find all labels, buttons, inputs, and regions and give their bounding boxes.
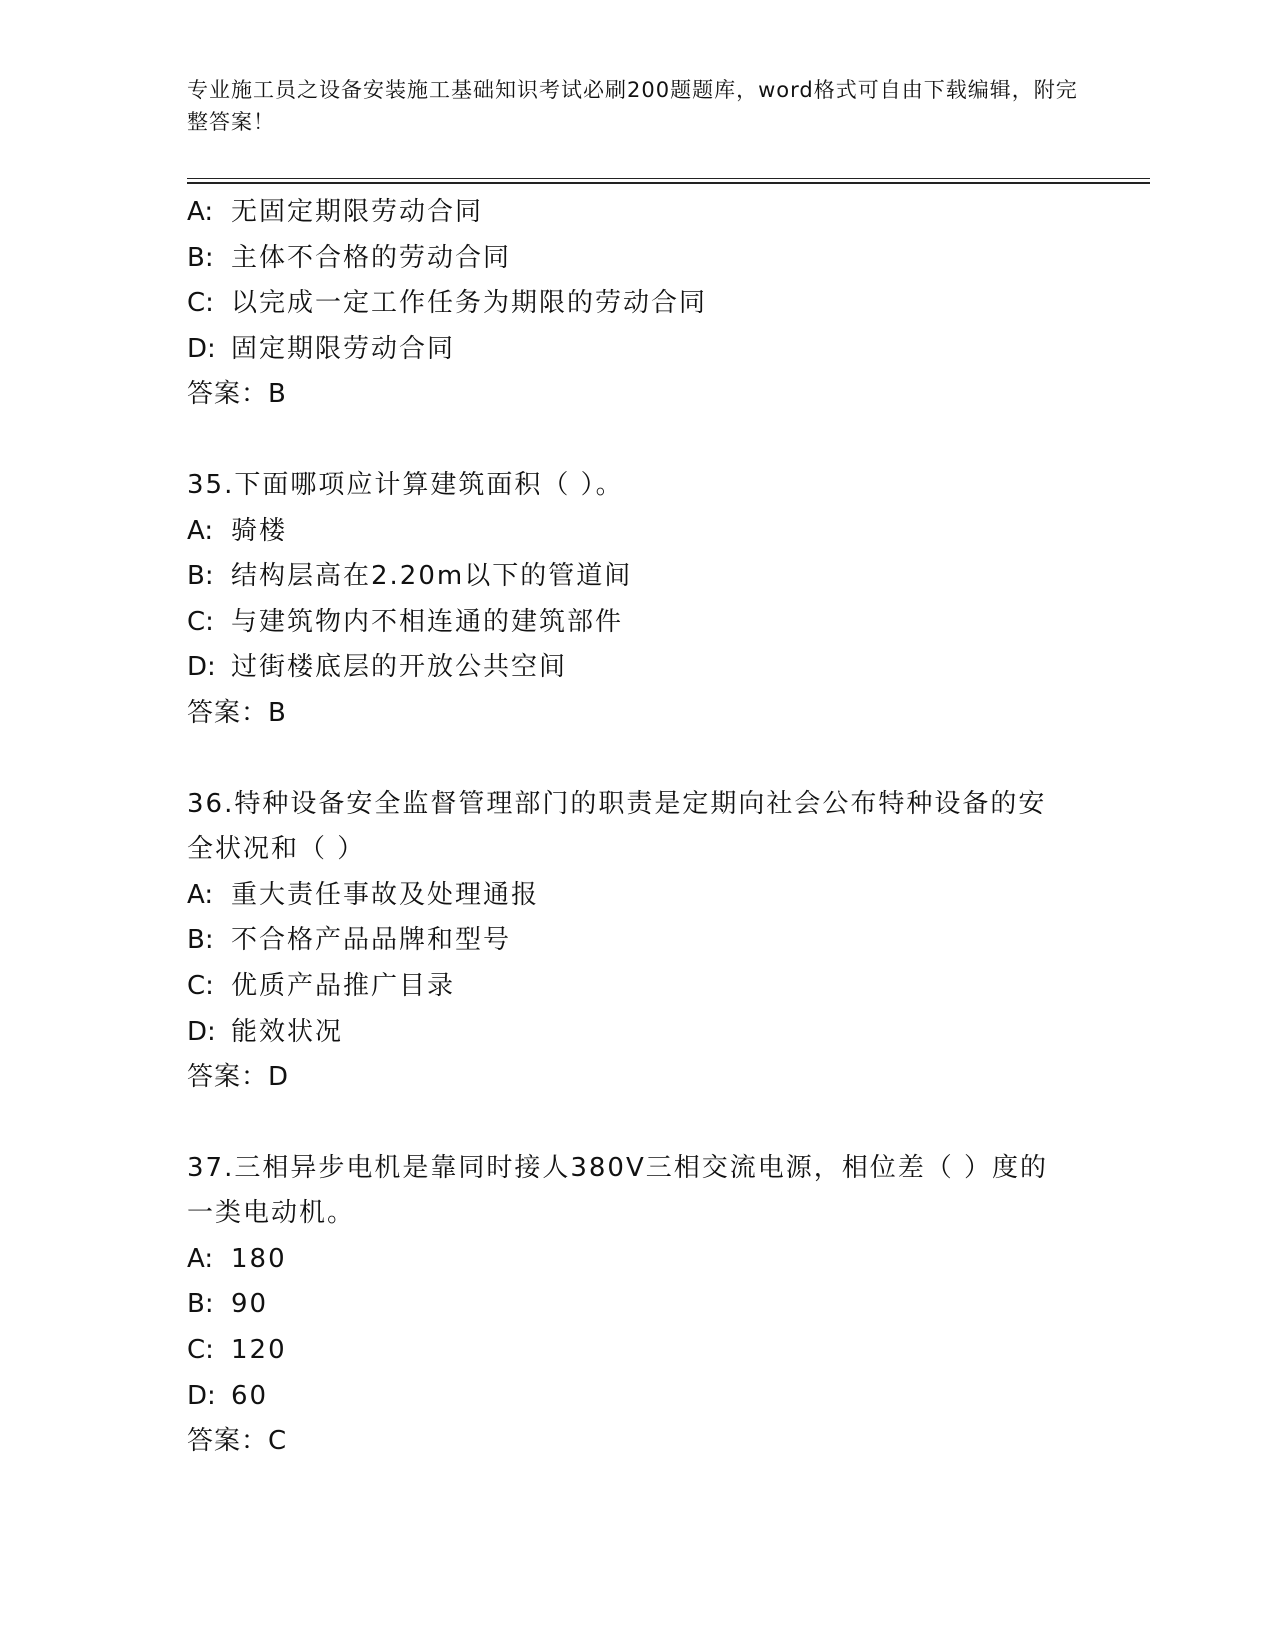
option-b bbox=[187, 1282, 1107, 1328]
option-c bbox=[187, 1328, 1107, 1374]
option-text: 骑楼 bbox=[231, 515, 288, 546]
option-text: 固定期限劳动合同 bbox=[231, 333, 456, 364]
option-d bbox=[187, 645, 1107, 691]
answer-line: 答案：C bbox=[187, 1426, 288, 1457]
question-block-37 bbox=[187, 1146, 1107, 1465]
option-letter: B: bbox=[187, 242, 214, 273]
option-letter: C: bbox=[187, 288, 214, 319]
option-text: 结构层高在2.20m以下的管道间 bbox=[231, 561, 633, 592]
option-letter: D: bbox=[187, 1016, 216, 1047]
option-letter: A: bbox=[187, 515, 214, 546]
option-letter: C: bbox=[187, 1335, 214, 1366]
option-d bbox=[187, 1010, 1107, 1056]
option-text: 无固定期限劳动合同 bbox=[231, 197, 484, 227]
header-rule-top bbox=[187, 178, 1150, 179]
option-c bbox=[187, 281, 1107, 327]
option-b bbox=[187, 918, 1107, 964]
option-letter: B: bbox=[187, 1289, 214, 1320]
document-header: 专业施工员之设备安装施工基础知识考试必刷200题题库，word格式可自由下载编辑，附完整答案！ bbox=[187, 78, 1078, 134]
option-a bbox=[187, 190, 1107, 236]
option-letter: D: bbox=[187, 1380, 216, 1411]
option-d bbox=[187, 1374, 1107, 1420]
option-c bbox=[187, 600, 1107, 646]
option-text: 60 bbox=[231, 1380, 269, 1411]
answer-line: 答案：B bbox=[187, 379, 287, 410]
question-block-36 bbox=[187, 782, 1107, 1101]
option-b bbox=[187, 554, 1107, 600]
option-letter: C: bbox=[187, 606, 214, 637]
answer-line: 答案：D bbox=[187, 1062, 290, 1093]
option-a bbox=[187, 1237, 1107, 1283]
option-letter: A: bbox=[187, 1243, 214, 1274]
option-text: 主体不合格的劳动合同 bbox=[231, 242, 512, 273]
option-b bbox=[187, 236, 1107, 282]
prev-question-block bbox=[187, 190, 1107, 418]
option-letter: A: bbox=[187, 879, 214, 910]
header-rule-bottom bbox=[187, 182, 1150, 184]
option-letter: D: bbox=[187, 333, 216, 364]
spacer bbox=[187, 737, 1107, 782]
option-letter: B: bbox=[187, 925, 214, 956]
option-text: 优质产品推广目录 bbox=[231, 970, 456, 1001]
option-c bbox=[187, 964, 1107, 1010]
question-text: 37.三相异步电机是靠同时接人380V三相交流电源，相位差（ ）度的一类电动机。 bbox=[187, 1152, 1049, 1229]
question-block-35 bbox=[187, 463, 1107, 737]
option-a bbox=[187, 873, 1107, 919]
option-text: 以完成一定工作任务为期限的劳动合同 bbox=[231, 288, 708, 319]
option-text: 能效状况 bbox=[231, 1016, 344, 1047]
option-text: 不合格产品品牌和型号 bbox=[231, 925, 512, 956]
option-text: 与建筑物内不相连通的建筑部件 bbox=[231, 606, 624, 637]
question-text: 36.特种设备安全监督管理部门的职责是定期向社会公布特种设备的安全状况和（ ） bbox=[187, 788, 1047, 865]
option-letter: B: bbox=[187, 561, 214, 592]
option-letter: D: bbox=[187, 652, 216, 683]
option-text: 过街楼底层的开放公共空间 bbox=[231, 652, 568, 683]
spacer bbox=[187, 418, 1107, 463]
option-a bbox=[187, 509, 1107, 555]
option-text: 180 bbox=[231, 1243, 287, 1274]
question-content bbox=[187, 190, 1107, 1465]
answer-line: 答案：B bbox=[187, 697, 287, 728]
option-text: 90 bbox=[231, 1289, 269, 1320]
question-text: 35.下面哪项应计算建筑面积（ ）。 bbox=[187, 469, 624, 500]
option-text: 120 bbox=[231, 1335, 287, 1366]
option-d bbox=[187, 327, 1107, 373]
option-letter: C: bbox=[187, 970, 214, 1001]
spacer bbox=[187, 1101, 1107, 1146]
option-letter: A: bbox=[187, 197, 214, 227]
option-text: 重大责任事故及处理通报 bbox=[231, 879, 540, 910]
